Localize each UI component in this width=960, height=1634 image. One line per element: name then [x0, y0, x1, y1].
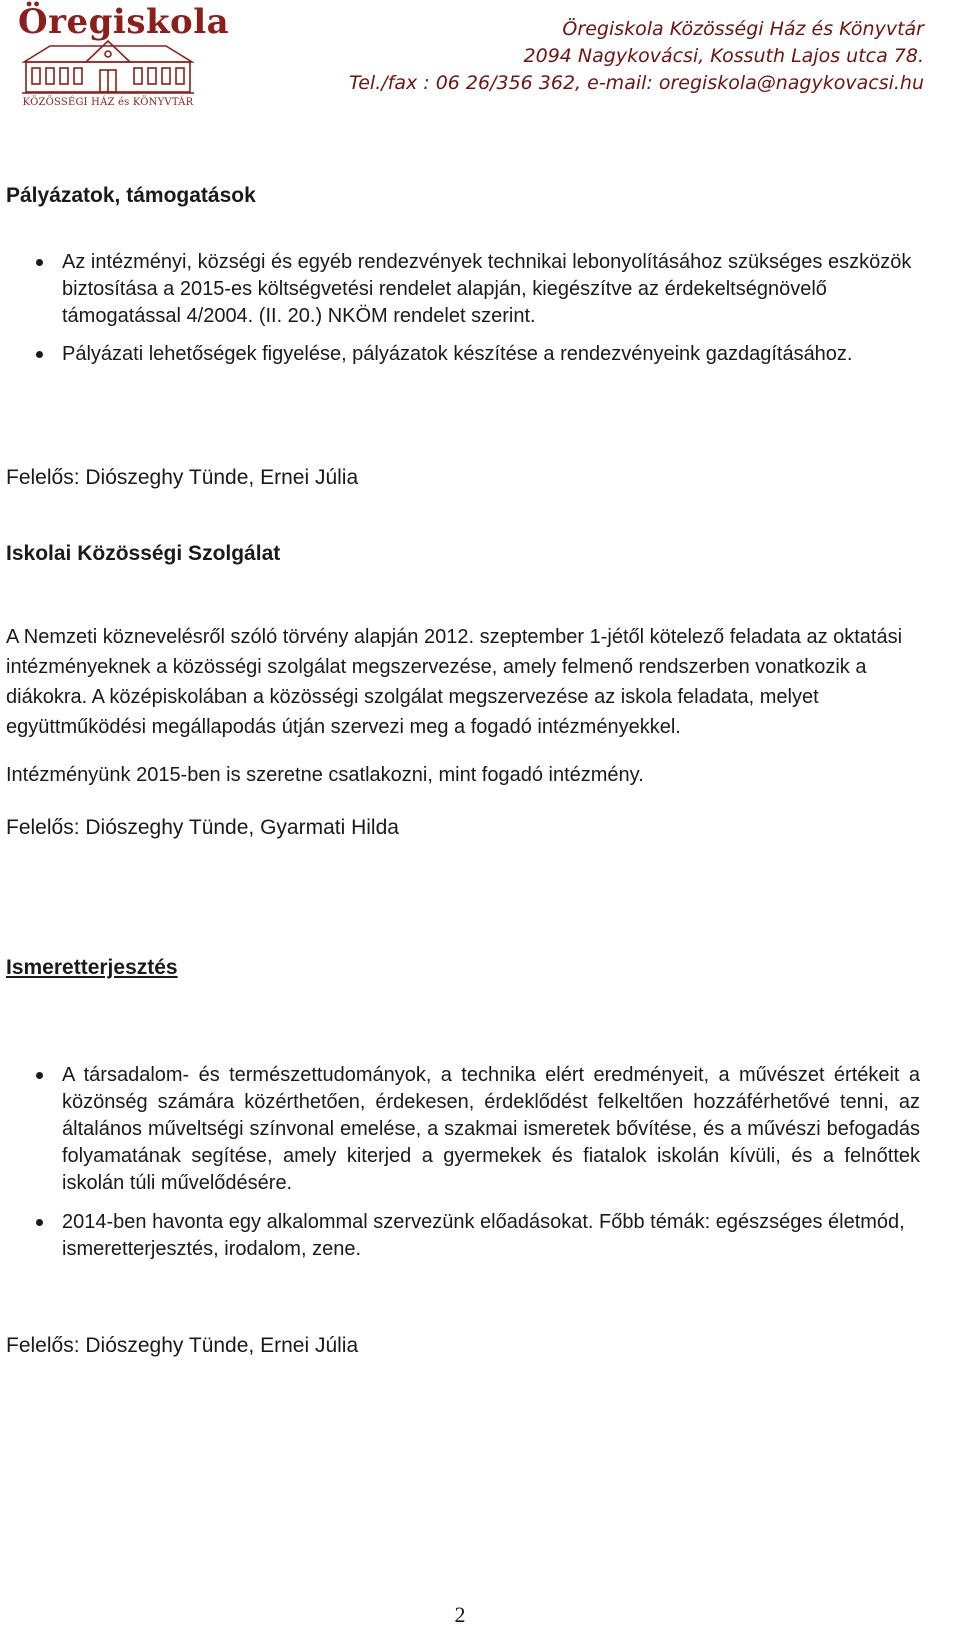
palyazatok-list: [0, 249, 920, 368]
page-number: 2: [454, 1602, 466, 1627]
bullet-icon: [36, 259, 43, 266]
iskolai-paragraph: A Nemzeti köznevelésről szóló törvény alapján 2012. szeptember 1-jétől kötelező feladata az oktatási intézményeknek a közösségi szolgálat megszervezése, amely felmenő rendszerben vonatkozik a diákokra. A középiskolában a közösségi szolgálat megszervezése az iskola feladata, melyet együttműködési megállapodás útján szervezi meg a fogadó intézményekkel.: [6, 626, 903, 738]
list-item-text: A társadalom- és természettudományok, a technika elért eredményeit, a művészet értékeit a közönség számára közérthetően, érdekesen, érdeklődést felkeltően hozzáférhetővé tenni, az általános műveltségi színvonal emelése, a szakmai ismeretek bővítése, és a művészi befogadás folyamatának segítése, amely kiterjed a gyermekek és fiatalok iskolán kívüli, és a felnőttek iskolán túli művelődésére.: [62, 1064, 920, 1194]
iskolai-paragraph-2: Intézményünk 2015-ben is szeretne csatlakozni, mint fogadó intézmény.: [6, 764, 644, 786]
section-title-palyazatok: Pályázatok, támogatások: [6, 184, 256, 207]
logo-title: Öregiskola: [18, 2, 230, 42]
list-item-text: 2014-ben havonta egy alkalommal szervezünk előadásokat. Főbb témák: egészséges életmód, ismeretterjesztés, irodalom, zene.: [62, 1211, 905, 1260]
org-name: Öregiskola Közösségi Ház és Könyvtár: [562, 18, 924, 40]
logo: [18, 2, 230, 114]
responsible-ismeretterjesztes: Felelős: Diószeghy Tünde, Ernei Júlia: [6, 1334, 359, 1357]
ismeretterjesztes-list: [0, 1062, 920, 1263]
responsible-palyazatok: Felelős: Diószeghy Tünde, Ernei Júlia: [6, 466, 359, 489]
organization-info: [349, 16, 924, 97]
bullet-icon: [36, 351, 43, 358]
section-title-iskolai-kozossegi-szolgalat: Iskolai Közösségi Szolgálat: [6, 542, 281, 565]
list-item: [0, 249, 920, 330]
org-address: 2094 Nagykovácsi, Kossuth Lajos utca 78.: [523, 45, 924, 67]
logo-caption: KÖZÖSSÉGI HÁZ és KÖNYVTÁR: [22, 97, 194, 108]
list-item: [0, 1062, 920, 1197]
building-icon: [20, 40, 196, 96]
bullet-icon: [36, 1219, 43, 1226]
list-item: [0, 341, 920, 368]
responsible-iskolai: Felelős: Diószeghy Tünde, Gyarmati Hilda: [6, 816, 399, 839]
bullet-icon: [36, 1072, 43, 1079]
section-title-ismeretterjesztes: Ismeretterjesztés: [6, 956, 178, 979]
org-contact: Tel./fax : 06 26/356 362, e-mail: oregiskola@nagykovacsi.hu: [348, 72, 924, 94]
list-item-text: Az intézményi, községi és egyéb rendezvények technikai lebonyolításához szükséges eszközök biztosítása a 2015-es költségvetési rendelet alapján, kiegészítve az érdekeltségnövelő támogatással 4/2004. (II. 20.) NKÖM rendelet szerint.: [62, 251, 912, 327]
list-item-text: Pályázati lehetőségek figyelése, pályázatok készítése a rendezvényeink gazdagításához.: [62, 343, 853, 365]
list-item: [0, 1209, 920, 1263]
